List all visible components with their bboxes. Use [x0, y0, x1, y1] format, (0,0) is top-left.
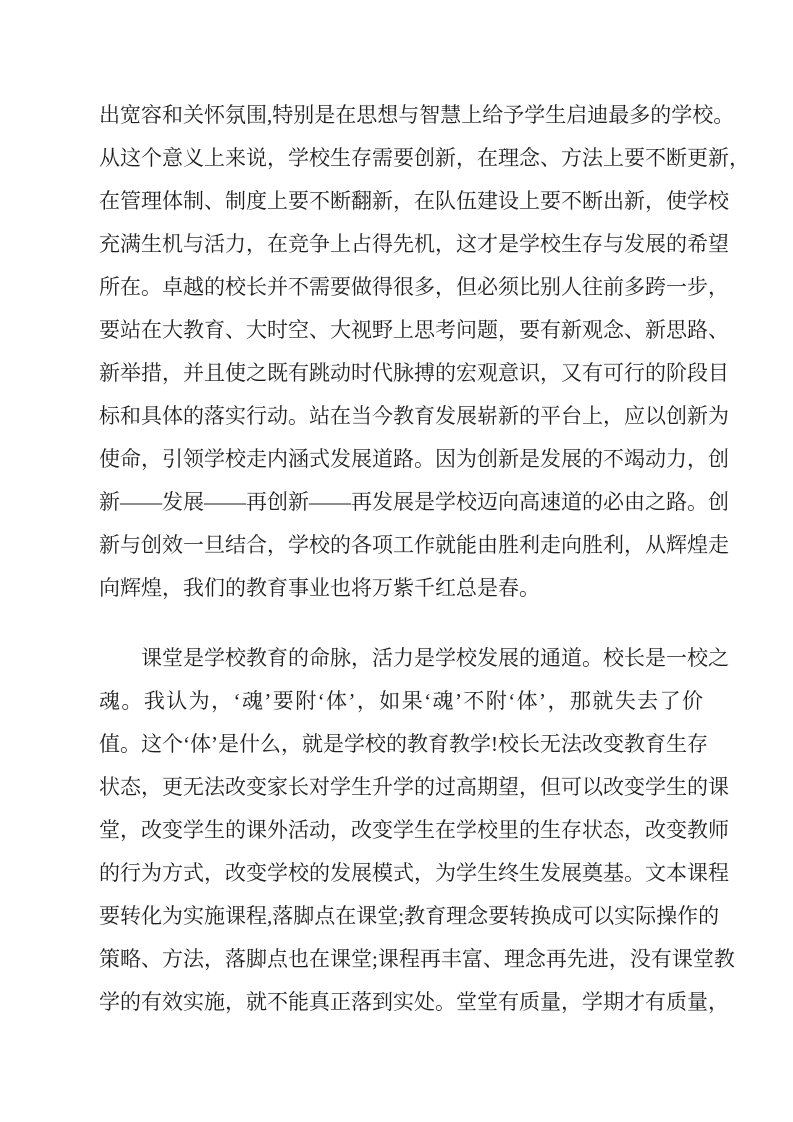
text-line: 标和具体的落实行动。站在当今教育发展崭新的平台上，应以创新为 [99, 404, 729, 428]
text-line: 出宽容和关怀氛围,特别是在思想与智慧上给予学生启迪最多的学校。 [99, 103, 735, 127]
text-line: 充满生机与活力，在竞争上占得先机，这才是学校生存与发展的希望 [99, 232, 729, 256]
text-line: 要转化为实施课程,落脚点在课堂;教育理念要转换成可以实际操作的 [99, 904, 720, 928]
paragraph-2 [99, 637, 735, 1024]
text-line: 从这个意义上来说，学校生存需要创新，在理念、方法上要不断更新， [99, 146, 750, 170]
paragraph-1 [99, 94, 750, 610]
document-text-block [99, 94, 750, 1024]
text-line: 要站在大教育、大时空、大视野上思考问题，要有新观念、新思路、 [99, 318, 729, 342]
text-line: 学的有效实施，就不能真正落到实处。堂堂有质量，学期才有质量， [99, 990, 729, 1014]
text-line: 课堂是学校教育的命脉，活力是学校发展的通道。校长是一校之 [141, 646, 729, 670]
text-line: 策略、方法，落脚点也在课堂;课程再丰富、理念再先进，没有课堂教 [99, 947, 735, 971]
text-line: 新举措，并且使之既有跳动时代脉搏的宏观意识，又有可行的阶段目 [99, 361, 729, 385]
text-line: 所在。卓越的校长并不需要做得很多，但必须比别人往前多跨一步， [99, 275, 729, 299]
text-line: 新——发展——再创新——再发展是学校迈向高速道的必由之路。创 [99, 490, 729, 514]
text-line: 使命，引领学校走内涵式发展道路。因为创新是发展的不竭动力，创 [99, 447, 729, 471]
text-line: 新与创效一旦结合，学校的各项工作就能由胜利走向胜利，从辉煌走 [99, 533, 729, 557]
text-line: 值。这个‘体’是什么，就是学校的教育教学!校长无法改变教育生存 [99, 732, 708, 756]
text-line: 在管理体制、制度上要不断翻新，在队伍建设上要不断出新，使学校 [99, 189, 729, 213]
text-line: 状态，更无法改变家长对学生升学的过高期望，但可以改变学生的课 [99, 775, 729, 799]
text-line: 堂，改变学生的课外活动，改变学生在学校里的生存状态，改变教师 [99, 818, 729, 842]
text-line: 的行为方式，改变学校的发展模式，为学生终生发展奠基。文本课程 [99, 861, 729, 885]
text-line: 向辉煌，我们的教育事业也将万紫千红总是春。 [99, 576, 540, 600]
text-line: 魂。我认为，‘魂’要附‘体’，如果‘魂’不附‘体’，那就失去了价 [99, 689, 703, 713]
